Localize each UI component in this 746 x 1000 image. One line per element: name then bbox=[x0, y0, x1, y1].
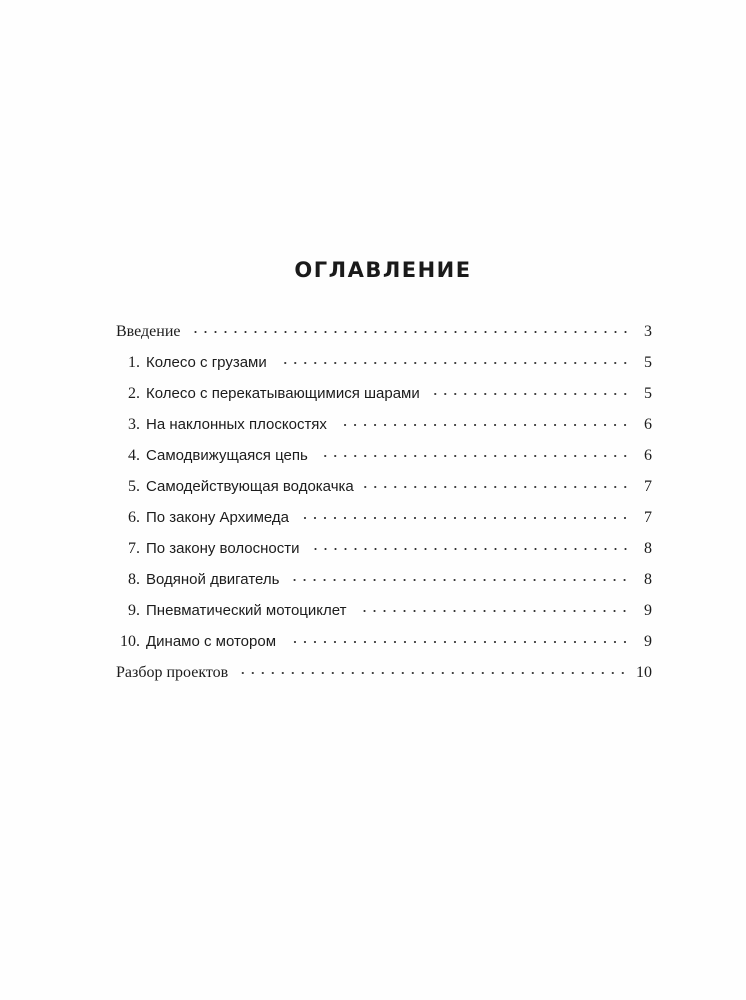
toc-entry bbox=[116, 657, 652, 688]
dot-leader bbox=[364, 486, 630, 488]
toc-entry bbox=[116, 595, 652, 626]
dot-leader bbox=[356, 610, 630, 612]
toc-entry-label: Введение bbox=[116, 323, 181, 340]
toc-entry-number: 4. bbox=[128, 447, 140, 464]
toc-entry-label: Пневматический мотоциклет bbox=[146, 602, 347, 619]
toc-entry-page: 5 bbox=[644, 385, 652, 402]
toc-entry-number: 1. bbox=[128, 354, 140, 371]
toc-entry-number: 6. bbox=[128, 509, 140, 526]
toc-entry-label: Самодействующая водокачка bbox=[146, 478, 354, 495]
toc-entry bbox=[116, 626, 652, 657]
table-of-contents bbox=[116, 316, 652, 688]
dot-leader bbox=[337, 424, 630, 426]
toc-entry-number: 3. bbox=[128, 416, 140, 433]
toc-entry-number: 5. bbox=[128, 478, 140, 495]
dot-leader bbox=[310, 548, 631, 550]
toc-entry-number: 8. bbox=[128, 571, 140, 588]
toc-entry-page: 10 bbox=[636, 664, 652, 681]
toc-entry-number: 10. bbox=[120, 633, 140, 650]
toc-entry bbox=[116, 316, 652, 347]
toc-entry-page: 9 bbox=[644, 602, 652, 619]
toc-entry-label: Самодвижущаяся цепь bbox=[146, 447, 308, 464]
dot-leader bbox=[289, 579, 630, 581]
toc-entry-number: 7. bbox=[128, 540, 140, 557]
toc-entry-page: 5 bbox=[644, 354, 652, 371]
toc-entry-label: Динамо с мотором bbox=[146, 633, 277, 650]
toc-entry bbox=[116, 347, 652, 378]
dot-leader bbox=[299, 517, 630, 519]
toc-entry-page: 8 bbox=[644, 571, 652, 588]
toc-entry-label: По закону волосности bbox=[146, 540, 300, 557]
toc-entry-page: 7 bbox=[644, 478, 652, 495]
toc-entry bbox=[116, 533, 652, 564]
dot-leader bbox=[277, 362, 630, 364]
page-title: ОГЛАВЛЕНИЕ bbox=[294, 258, 472, 282]
toc-entry bbox=[116, 471, 652, 502]
toc-entry-number: 9. bbox=[128, 602, 140, 619]
toc-entry-label: На наклонных плоскостях bbox=[146, 416, 327, 433]
dot-leader bbox=[430, 393, 630, 395]
toc-entry bbox=[116, 502, 652, 533]
toc-entry-label: Разбор проектов bbox=[116, 664, 229, 681]
toc-entry-page: 6 bbox=[644, 416, 652, 433]
dot-leader bbox=[238, 672, 628, 674]
toc-entry-label: Колесо с грузами bbox=[146, 354, 267, 371]
toc-entry bbox=[116, 440, 652, 471]
toc-entry bbox=[116, 409, 652, 440]
toc-entry-page: 8 bbox=[644, 540, 652, 557]
toc-entry bbox=[116, 564, 652, 595]
dot-leader bbox=[286, 641, 630, 643]
dot-leader bbox=[318, 455, 630, 457]
toc-entry-label: Колесо с перекатывающимися шарами bbox=[146, 385, 420, 402]
toc-entry-number: 2. bbox=[128, 385, 140, 402]
dot-leader bbox=[191, 331, 631, 333]
toc-entry-page: 7 bbox=[644, 509, 652, 526]
toc-entry-label: Водяной двигатель bbox=[146, 571, 280, 588]
toc-entry-page: 3 bbox=[644, 323, 652, 340]
toc-entry-label: По закону Архимеда bbox=[146, 509, 290, 526]
toc-entry-page: 9 bbox=[644, 633, 652, 650]
toc-entry bbox=[116, 378, 652, 409]
toc-entry-page: 6 bbox=[644, 447, 652, 464]
